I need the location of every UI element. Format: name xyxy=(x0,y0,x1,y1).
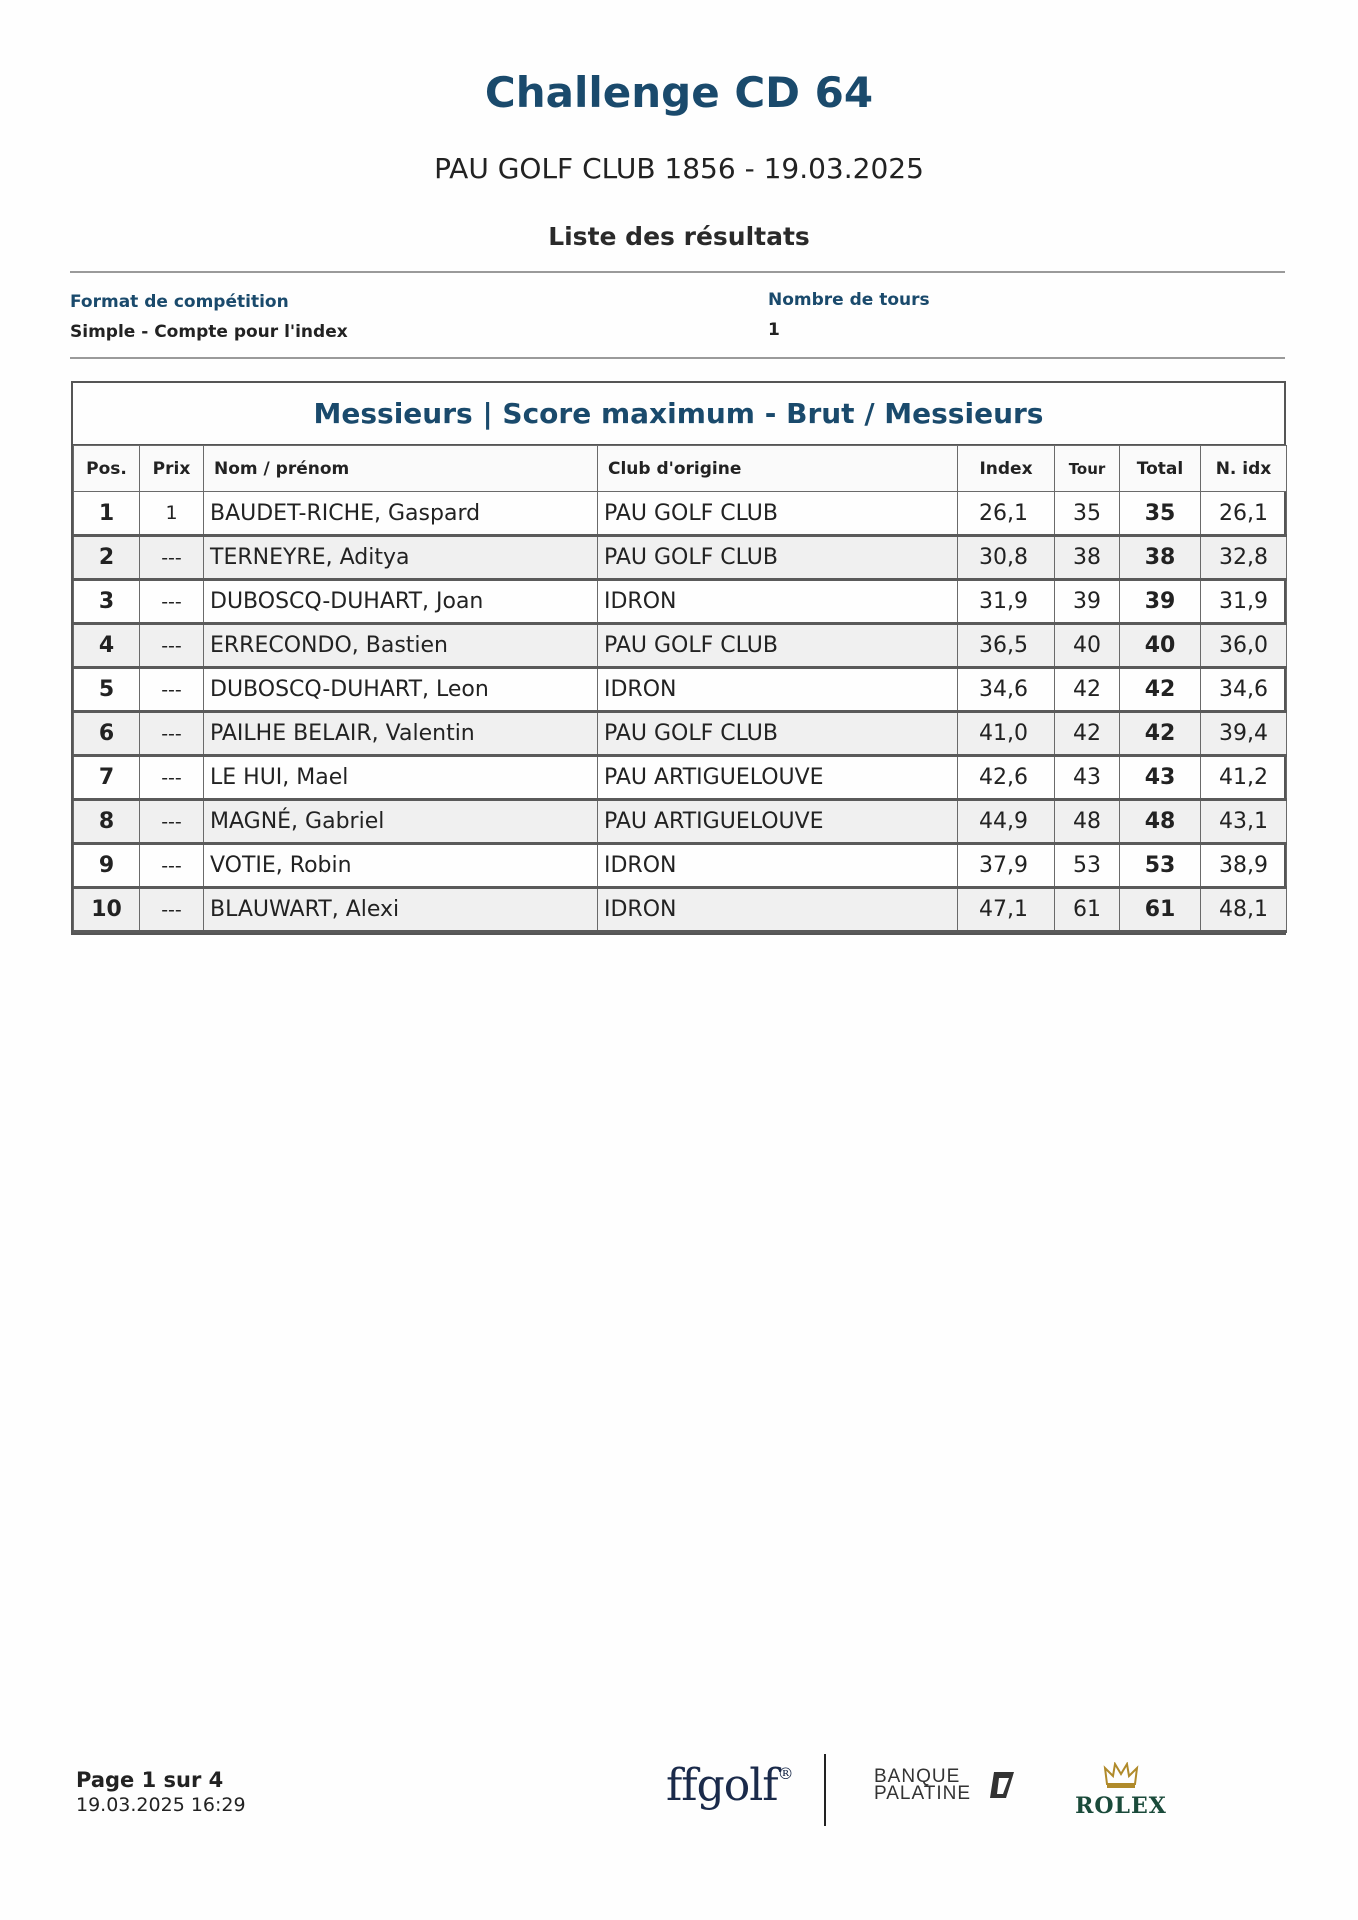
results-table xyxy=(71,381,1286,935)
row-prize: --- xyxy=(140,624,204,668)
row-new-index: 38,9 xyxy=(1201,844,1287,888)
format-label: Format de compétition xyxy=(70,292,289,312)
divider-top xyxy=(70,271,1285,273)
row-index: 37,9 xyxy=(958,844,1055,888)
document-title: Challenge CD 64 xyxy=(484,68,874,117)
row-new-index: 26,1 xyxy=(1201,492,1287,536)
row-tour: 42 xyxy=(1055,668,1120,712)
row-pos: 5 xyxy=(74,668,140,712)
row-tour: 53 xyxy=(1055,844,1120,888)
row-club: PAU ARTIGUELOUVE xyxy=(598,800,958,844)
list-title: Liste des résultats xyxy=(548,222,810,251)
row-tour: 40 xyxy=(1055,624,1120,668)
header-row xyxy=(74,446,1287,492)
row-index: 30,8 xyxy=(958,536,1055,580)
col-total: Total xyxy=(1120,446,1201,492)
row-prize: --- xyxy=(140,888,204,932)
results-body xyxy=(74,492,1287,932)
table-row xyxy=(74,888,1287,932)
row-pos: 6 xyxy=(74,712,140,756)
row-new-index: 48,1 xyxy=(1201,888,1287,932)
results-grid xyxy=(73,445,1287,933)
row-club: PAU ARTIGUELOUVE xyxy=(598,756,958,800)
footer-page-number: Page 1 sur 4 xyxy=(76,1768,224,1792)
row-tour: 39 xyxy=(1055,580,1120,624)
footer-timestamp: 19.03.2025 16:29 xyxy=(76,1794,246,1816)
table-row xyxy=(74,624,1287,668)
col-club: Club d'origine xyxy=(598,446,958,492)
col-pos: Pos. xyxy=(74,446,140,492)
row-new-index: 39,4 xyxy=(1201,712,1287,756)
row-new-index: 41,2 xyxy=(1201,756,1287,800)
row-total: 42 xyxy=(1120,668,1201,712)
row-tour: 48 xyxy=(1055,800,1120,844)
table-row xyxy=(74,580,1287,624)
row-name: BAUDET-RICHE, Gaspard xyxy=(204,492,598,536)
results-heading: Messieurs | Score maximum - Brut / Messieurs xyxy=(73,383,1284,445)
row-index: 34,6 xyxy=(958,668,1055,712)
row-name: PAILHE BELAIR, Valentin xyxy=(204,712,598,756)
row-prize: --- xyxy=(140,756,204,800)
row-name: BLAUWART, Alexi xyxy=(204,888,598,932)
bank-line-1: BANQUE xyxy=(874,1766,961,1787)
row-total: 61 xyxy=(1120,888,1201,932)
col-index: Index xyxy=(958,446,1055,492)
row-index: 36,5 xyxy=(958,624,1055,668)
rolex-wordmark: ROLEX xyxy=(1075,1793,1167,1819)
row-tour: 61 xyxy=(1055,888,1120,932)
crown-icon xyxy=(1101,1762,1141,1790)
row-total: 39 xyxy=(1120,580,1201,624)
document-subtitle: PAU GOLF CLUB 1856 - 19.03.2025 xyxy=(434,152,924,185)
row-index: 47,1 xyxy=(958,888,1055,932)
row-total: 48 xyxy=(1120,800,1201,844)
table-row xyxy=(74,844,1287,888)
table-row xyxy=(74,492,1287,536)
row-total: 35 xyxy=(1120,492,1201,536)
row-club: PAU GOLF CLUB xyxy=(598,536,958,580)
row-name: MAGNÉ, Gabriel xyxy=(204,800,598,844)
divider-bottom xyxy=(70,357,1285,359)
row-pos: 3 xyxy=(74,580,140,624)
row-new-index: 36,0 xyxy=(1201,624,1287,668)
row-pos: 2 xyxy=(74,536,140,580)
row-club: PAU GOLF CLUB xyxy=(598,712,958,756)
row-prize: --- xyxy=(140,668,204,712)
row-prize: --- xyxy=(140,712,204,756)
row-club: IDRON xyxy=(598,888,958,932)
row-tour: 38 xyxy=(1055,536,1120,580)
bank-line-2: PALATINE xyxy=(874,1783,972,1804)
row-name: DUBOSCQ-DUHART, Leon xyxy=(204,668,598,712)
logo-divider xyxy=(824,1754,826,1826)
col-new-index: N. idx xyxy=(1201,446,1287,492)
row-name: DUBOSCQ-DUHART, Joan xyxy=(204,580,598,624)
row-tour: 42 xyxy=(1055,712,1120,756)
row-prize: 1 xyxy=(140,492,204,536)
table-row xyxy=(74,756,1287,800)
format-value: Simple - Compte pour l'index xyxy=(70,322,348,342)
row-tour: 35 xyxy=(1055,492,1120,536)
row-index: 44,9 xyxy=(958,800,1055,844)
bank-mark-icon xyxy=(988,1770,1016,1800)
table-row xyxy=(74,800,1287,844)
row-pos: 10 xyxy=(74,888,140,932)
row-total: 38 xyxy=(1120,536,1201,580)
row-name: TERNEYRE, Aditya xyxy=(204,536,598,580)
row-new-index: 32,8 xyxy=(1201,536,1287,580)
row-club: IDRON xyxy=(598,844,958,888)
table-row xyxy=(74,712,1287,756)
table-row xyxy=(74,536,1287,580)
row-new-index: 31,9 xyxy=(1201,580,1287,624)
rolex-logo xyxy=(1073,1762,1169,1818)
row-tour: 43 xyxy=(1055,756,1120,800)
row-index: 41,0 xyxy=(958,712,1055,756)
row-new-index: 43,1 xyxy=(1201,800,1287,844)
row-prize: --- xyxy=(140,536,204,580)
col-tour: Tour xyxy=(1055,446,1120,492)
row-total: 53 xyxy=(1120,844,1201,888)
row-pos: 9 xyxy=(74,844,140,888)
row-club: PAU GOLF CLUB xyxy=(598,492,958,536)
row-name: LE HUI, Mael xyxy=(204,756,598,800)
row-total: 42 xyxy=(1120,712,1201,756)
row-club: IDRON xyxy=(598,668,958,712)
row-total: 40 xyxy=(1120,624,1201,668)
col-prize: Prix xyxy=(140,446,204,492)
row-name: VOTIE, Robin xyxy=(204,844,598,888)
row-pos: 8 xyxy=(74,800,140,844)
row-prize: --- xyxy=(140,800,204,844)
banque-palatine-logo xyxy=(874,1768,971,1802)
row-total: 43 xyxy=(1120,756,1201,800)
row-prize: --- xyxy=(140,580,204,624)
row-index: 26,1 xyxy=(958,492,1055,536)
col-name: Nom / prénom xyxy=(204,446,598,492)
row-name: ERRECONDO, Bastien xyxy=(204,624,598,668)
table-row xyxy=(74,668,1287,712)
row-index: 42,6 xyxy=(958,756,1055,800)
row-club: PAU GOLF CLUB xyxy=(598,624,958,668)
row-new-index: 34,6 xyxy=(1201,668,1287,712)
registered-mark: ® xyxy=(777,1764,793,1783)
row-prize: --- xyxy=(140,844,204,888)
row-pos: 7 xyxy=(74,756,140,800)
row-pos: 1 xyxy=(74,492,140,536)
row-club: IDRON xyxy=(598,580,958,624)
rounds-label: Nombre de tours xyxy=(768,290,930,310)
rounds-value: 1 xyxy=(768,320,780,340)
ffgolf-logo xyxy=(666,1760,793,1811)
ffgolf-logo-text: ffgolf xyxy=(666,1760,778,1811)
row-pos: 4 xyxy=(74,624,140,668)
row-index: 31,9 xyxy=(958,580,1055,624)
